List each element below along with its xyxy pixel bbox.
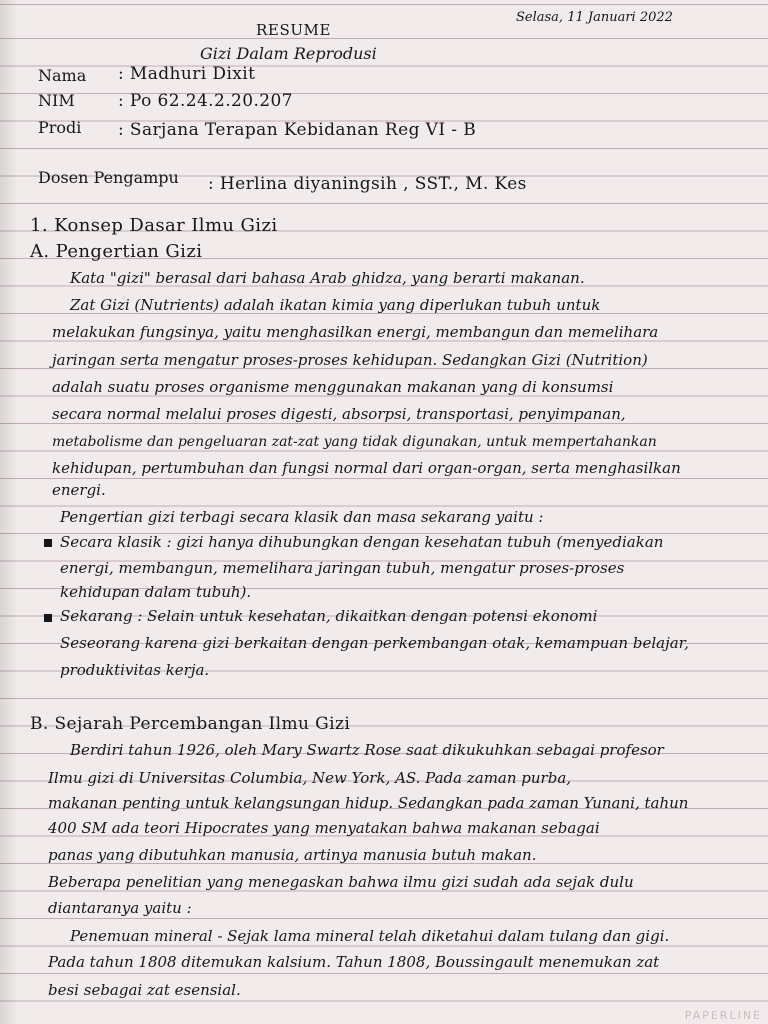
page-shadow	[0, 0, 18, 1024]
nama-value: : Madhuri Dixit	[118, 64, 256, 84]
paragraph-line: secara normal melalui proses digesti, absorpsi, transportasi, penyimpanan,	[52, 405, 626, 423]
section1-heading: 1. Konsep Dasar Ilmu Gizi	[30, 215, 278, 236]
section1-subheading: A. Pengertian Gizi	[30, 241, 203, 262]
paragraph-line: Pada tahun 1808 ditemukan kalsium. Tahun 1808, Boussingault menemukan zat	[48, 953, 660, 971]
paragraph-line: panas yang dibutuhkan manusia, artinya manusia butuh makan.	[48, 846, 537, 864]
paragraph-line: Zat Gizi (Nutrients) adalah ikatan kimia yang diperlukan tubuh untuk	[70, 296, 601, 314]
dosen-label: Dosen Pengampu	[38, 168, 179, 187]
paragraph-line: Beberapa penelitian yang menegaskan bahwa ilmu gizi sudah ada sejak dulu	[48, 873, 634, 891]
bullet1-line: energi, membangun, memelihara jaringan tubuh, mengatur proses-proses	[60, 559, 625, 577]
nama-label: Nama	[38, 66, 87, 85]
bullet1-line: Secara klasik : gizi hanya dihubungkan dengan kesehatan tubuh (menyediakan	[60, 533, 664, 551]
paragraph-line: metabolisme dan pengeluaran zat-zat yang tidak digunakan, untuk mempertahankan	[52, 434, 657, 450]
prodi-value: : Sarjana Terapan Kebidanan Reg VI - B	[118, 120, 477, 140]
paragraph-line: Penemuan mineral - Sejak lama mineral telah diketahui dalam tulang dan gigi.	[70, 927, 670, 945]
sectionB-heading: B. Sejarah Percembangan Ilmu Gizi	[30, 714, 351, 734]
paragraph-line: makanan penting untuk kelangsungan hidup. Sedangkan pada zaman Yunani, tahun	[48, 794, 689, 812]
paragraph-line: adalah suatu proses organisme menggunakan makanan yang di konsumsi	[52, 378, 614, 396]
nim-label: NIM	[38, 91, 75, 110]
paragraph-line: besi sebagai zat esensial.	[48, 981, 241, 999]
date-text: Selasa, 11 Januari 2022	[516, 10, 673, 25]
paragraph-line: Berdiri tahun 1926, oleh Mary Swartz Rose saat dikukuhkan sebagai profesor	[70, 741, 664, 759]
paragraph-line: Pengertian gizi terbagi secara klasik dan masa sekarang yaitu :	[60, 508, 544, 526]
paragraph-line: energi.	[52, 481, 106, 499]
prodi-label: Prodi	[38, 118, 82, 137]
bullet-marker	[44, 539, 52, 547]
paragraph-line: diantaranya yaitu :	[48, 899, 192, 917]
bullet-marker	[44, 614, 52, 622]
bullet2-line: Sekarang : Selain untuk kesehatan, dikaitkan dengan potensi ekonomi	[60, 607, 598, 625]
paragraph-line: kehidupan, pertumbuhan dan fungsi normal dari organ-organ, serta menghasilkan	[52, 459, 681, 477]
paragraph-line: melakukan fungsinya, yaitu menghasilkan energi, membangun dan memelihara	[52, 323, 659, 341]
page-subtitle: Gizi Dalam Reprodusi	[200, 44, 377, 63]
paragraph-line: Ilmu gizi di Universitas Columbia, New York, AS. Pada zaman purba,	[48, 769, 572, 787]
paragraph-line: jaringan serta mengatur proses-proses kehidupan. Sedangkan Gizi (Nutrition)	[52, 351, 648, 369]
paragraph-line: 400 SM ada teori Hipocrates yang menyatakan bahwa makanan sebagai	[48, 819, 600, 837]
bullet1-line: kehidupan dalam tubuh).	[60, 583, 252, 601]
dosen-value: : Herlina diyaningsih , SST., M. Kes	[208, 174, 527, 194]
paragraph-line: Kata "gizi" berasal dari bahasa Arab ghidza, yang berarti makanan.	[70, 269, 585, 287]
page-title: RESUME	[256, 21, 332, 39]
bullet2-line: produktivitas kerja.	[60, 661, 210, 679]
bullet2-line: Seseorang karena gizi berkaitan dengan perkembangan otak, kemampuan belajar,	[60, 634, 689, 652]
nim-value: : Po 62.24.2.20.207	[118, 91, 293, 111]
paper-brand-watermark: PAPERLINE	[684, 1009, 762, 1022]
